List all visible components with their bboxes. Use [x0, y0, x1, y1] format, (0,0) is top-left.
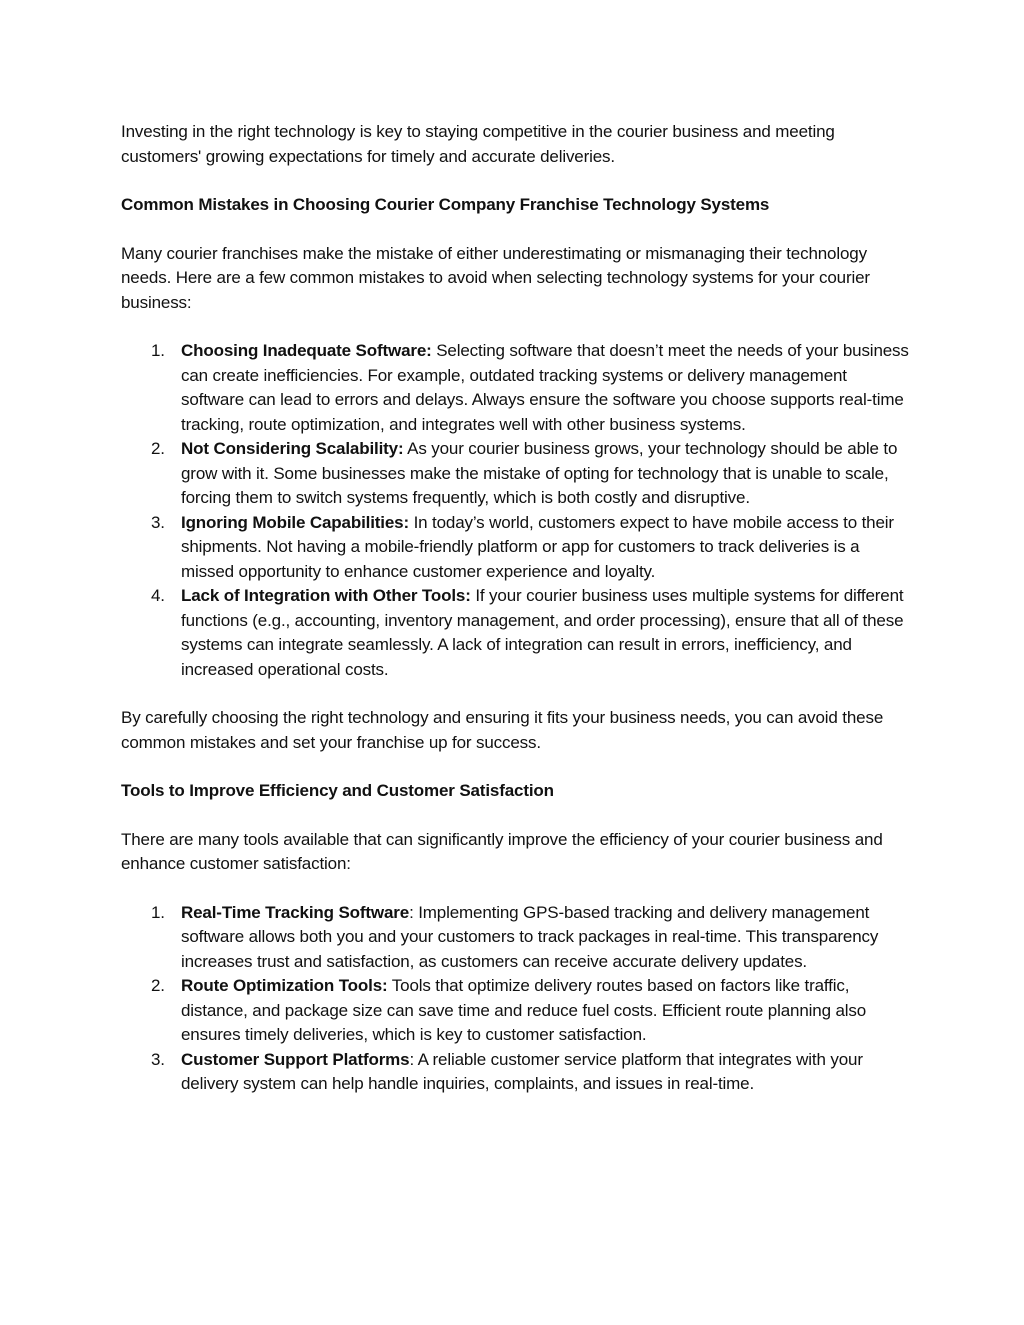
list-item-number: 4.: [151, 586, 165, 605]
list-item-text: Selecting software that doesn’t meet the needs of your business can create inefficiencies. For example, outdated tracking systems or delivery management software can lead to errors and delays. Always ensure the software you choose supports real-time tracking, route optimization, and integrates well with other business systems.: [181, 341, 909, 434]
list-item-text: As your courier business grows, your technology should be able to grow with it. Some businesses make the mistake of opting for technology that is unable to scale, forcing them to switch systems frequently, which is both costly and disruptive.: [181, 439, 898, 507]
list-item-text: If your courier business uses multiple systems for different functions (e.g., accounting, inventory management, and order processing), ensure that all of these systems can integrate seamlessly. A lack of integration can result in errors, inefficiency, and increased operational costs.: [181, 586, 904, 679]
list-item-term: Ignoring Mobile Capabilities:: [181, 512, 409, 532]
intro-paragraph: Investing in the right technology is key to staying competitive in the courier business and meeting customers' growing expectations for timely and accurate deliveries.: [121, 122, 835, 166]
list-item-text: In today’s world, customers expect to have mobile access to their shipments. Not having a mobile-friendly platform or app for customers to track deliveries is a missed opportunity to enhance customer experience and loyalty.: [181, 512, 894, 581]
list-item: [121, 974, 911, 1048]
list-item-number: 1.: [151, 902, 165, 922]
list-item-text: : Implementing GPS-based tracking and delivery management software allows both you and your customers to track packages in real-time. This transparency increases trust and satisfaction, as customers can receive accurate delivery updates.: [181, 902, 879, 971]
list-item: [121, 511, 911, 585]
list-item-text: Tools that optimize delivery routes based on factors like traffic, distance, and package size can save time and reduce fuel costs. Efficient route planning also ensures timely deliveries, which is key to customer satisfaction.: [181, 976, 867, 1044]
list-item-term: Real-Time Tracking Software: [181, 902, 410, 922]
document-page: [121, 120, 911, 1097]
mistakes-closing-paragraph: By carefully choosing the right technology and ensuring it fits your business needs, you can avoid these common mistakes and set your franchise up for success.: [121, 708, 884, 752]
list-item-number: 3.: [151, 512, 165, 532]
list-item-number: 2.: [151, 976, 165, 995]
list-item-text: : A reliable customer service platform that integrates with your delivery system can help handle inquiries, complaints, and issues in real-time.: [181, 1049, 863, 1093]
list-item-number: 1.: [151, 341, 165, 360]
list-item-term: Route Optimization Tools:: [181, 976, 388, 995]
mistakes-list: [121, 339, 911, 682]
section-heading-mistakes: Common Mistakes in Choosing Courier Company Franchise Technology Systems: [121, 195, 770, 214]
list-item: [121, 437, 911, 511]
list-item: [121, 339, 911, 437]
list-item-term: Not Considering Scalability:: [181, 439, 404, 458]
tools-list: [121, 901, 911, 1097]
list-item: [121, 901, 911, 975]
list-item: [121, 1048, 911, 1097]
list-item: [121, 584, 911, 682]
tools-intro-paragraph: There are many tools available that can significantly improve the efficiency of your courier business and enhance customer satisfaction:: [121, 829, 883, 873]
mistakes-intro-paragraph: Many courier franchises make the mistake of either underestimating or mismanaging their technology needs. Here are a few common mistakes to avoid when selecting technology systems for your courier business:: [121, 243, 870, 312]
list-item-term: Customer Support Platforms: [181, 1049, 410, 1069]
list-item-term: Lack of Integration with Other Tools:: [181, 586, 471, 605]
list-item-term: Choosing Inadequate Software:: [181, 341, 432, 360]
section-heading-tools: Tools to Improve Efficiency and Customer Satisfaction: [121, 781, 554, 800]
list-item-number: 2.: [151, 439, 165, 458]
list-item-number: 3.: [151, 1049, 165, 1069]
